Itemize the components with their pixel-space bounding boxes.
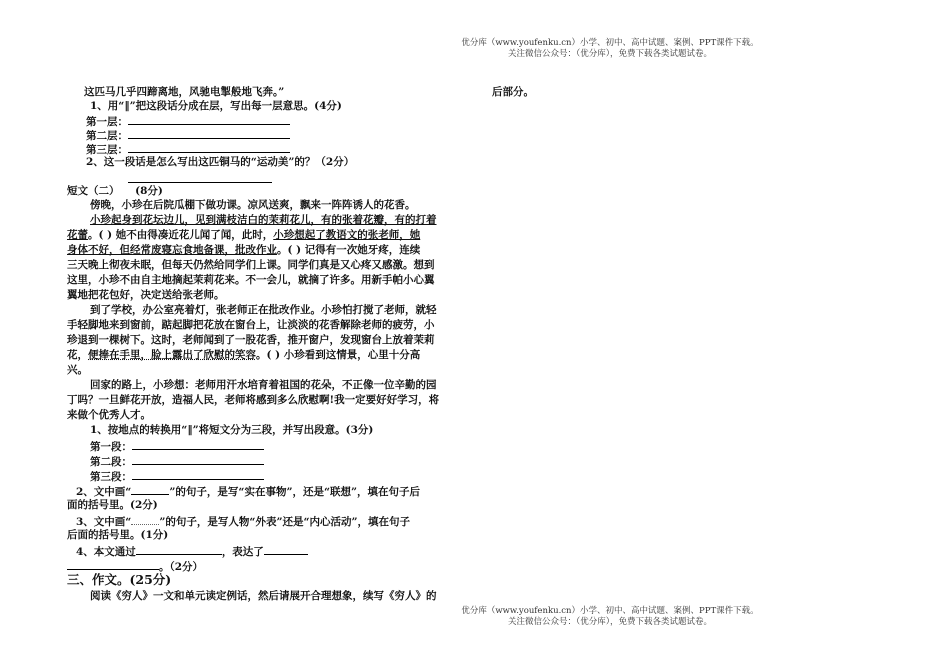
segment-2-row [90,453,264,469]
p3-line-4 [67,348,420,362]
answer-line[interactable] [128,182,272,183]
header-line-2: 关注微信公众号：（优分库），免费下载各类试题试卷。 [507,49,712,59]
segment-1-row [90,438,264,454]
layer-2-label: 第二层： [86,130,128,142]
layer-1-blank[interactable] [128,113,290,125]
p2-line-3-rest: 。( ) 记得有一次她牙疼，连续 [277,244,421,256]
p3-line-4-rest: 。( ) 小珍看到这情景，心里十分高 [256,349,421,361]
passage1-last-line: 这匹马几乎四蹄离地，风驰电掣般地飞奔。” [84,86,285,98]
segment-2-blank[interactable] [132,453,264,465]
q4-blank-3[interactable] [67,558,159,570]
p3-line-4-start: 花， [67,349,88,361]
p2-line-2-mid: 。( ) 她不由得凑近花儿闻了闻，此时， [88,229,274,241]
layer-3-label: 第三层： [86,144,128,156]
p2-line-2-underlined: 花蕾 [67,229,88,241]
p3-line-5: 兴。 [67,364,88,376]
passage1-question-1: 1、用“‖”把这段话分成在层，写出每一层意思。(4分) [90,100,342,112]
section-3-title: 三、作文。(25分) [67,572,172,587]
p2-line-1: 小珍起身到花坛边儿，见到满枝洁白的茉莉花儿，有的张着花瓣，有的打着 [90,214,437,226]
q4-mid: ，表达了 [221,546,264,558]
passage2-title-row [67,184,163,198]
q2-start: 2、文中画“ [76,486,132,498]
passage2-question-4 [76,543,308,559]
p4-line-1: 回家的路上，小珍想：老师用汗水培育着祖国的花朵，不正像一位辛勤的园 [90,379,437,391]
q3-dotted-sample [131,513,159,525]
passage2-score: (8分) [135,185,163,197]
passage2-title: 短文（二） [67,185,120,197]
p2-line-5: 这里，小珍不由自主地摘起茉莉花来。不一会儿，就摘了许多。用新手帕小心翼 [67,274,435,286]
passage2-question-3-cont: 后面的括号里。(1分) [67,529,169,541]
layer-3-blank[interactable] [128,141,290,153]
segment-2-label: 第二段： [90,456,132,468]
q3-start: 3、文中画“ [76,516,132,528]
q4-blank-1[interactable] [136,543,222,555]
footer-line-2: 关注微信公众号：（优分库），免费下载各类试题试卷。 [507,617,712,627]
layer-2-blank[interactable] [128,127,290,139]
page-header [0,38,950,60]
passage1-question-2: 2、这一段话是怎么写出这匹铜马的“运动美”的？（2分） [86,156,355,168]
p2-line-3-underlined: 身体不好，但经常废寝忘食地备课，批改作业 [67,244,277,256]
header-line-1: 优分库（www.youfenku.cn）小学、初中、高中试题、案例、PPT课件下载。 [461,38,759,48]
p3-line-4-underlined: 便捧在手里，脸上露出了欣慰的笑容 [88,349,256,361]
q4-start: 4、本文通过 [76,546,136,558]
p3-line-1: 到了学校，办公室亮着灯，张老师正在批改作业。小珍怕打搅了老师，就轻 [90,304,437,316]
p2-line-3 [67,243,420,257]
segment-3-label: 第三段： [90,471,132,483]
passage2-question-2-cont: 面的括号里。(2分) [67,499,158,511]
footer-line-1: 优分库（www.youfenku.cn）小学、初中、高中试题、案例、PPT课件下载。 [461,606,759,616]
right-column-text: 后部分。 [492,86,534,98]
passage2-question-1: 1、按地点的转换用“‖”将短文分为三段，并写出段意。(3分) [90,424,374,436]
segment-1-label: 第一段： [90,441,132,453]
segment-3-row [90,468,264,484]
q2-underline-sample [131,483,169,495]
p2-line-2 [67,228,420,242]
p3-line-3: 珍退到一棵树下。这时，老师闻到了一股花香，推开窗户，发现窗台上放着茉莉 [67,334,435,346]
section-3-body: 阅读《穷人》一文和单元读定例话，然后请展开合理想象，续写《穷人》的 [90,590,437,602]
segment-3-blank[interactable] [132,468,264,480]
p4-line-2: 丁吗？一旦鲜花开放，造福人民，老师将感到多么欣慰啊!我一定要好好学习，将 [67,394,440,406]
p4-line-3: 来做个优秀人才。 [67,409,151,421]
p3-line-2: 手轻脚地来到窗前，踮起脚把花放在窗台上，让淡淡的花香解除老师的疲劳，小 [67,319,435,331]
passage2-question-3 [76,513,410,529]
p2-line-2-underlined-end: 小珍想起了教语文的张老师，她 [273,229,421,241]
q3-rest: ”的句子，是写人物“外表”还是“内心活动”，填在句子 [159,516,411,528]
q4-blank-2[interactable] [264,543,308,555]
passage2-question-2 [76,483,420,499]
p2-line-4: 三天晚上彻夜未眠，但每天仍然给同学们上课。同学们真是又心疼又感激。想到 [67,259,435,271]
q2-rest: ”的句子，是写“实在事物”，还是“联想”，填在句子后 [169,486,421,498]
p2-line-6: 翼地把花包好，决定送给张老师。 [67,289,225,301]
segment-1-blank[interactable] [132,438,264,450]
q4-end: 。（2分） [159,561,204,573]
page-footer [0,606,950,628]
p1-line: 傍晚，小珍在后院瓜棚下做功课。凉风送爽，飘来一阵阵诱人的花香。 [90,199,416,211]
layer-1-label: 第一层： [86,116,128,128]
